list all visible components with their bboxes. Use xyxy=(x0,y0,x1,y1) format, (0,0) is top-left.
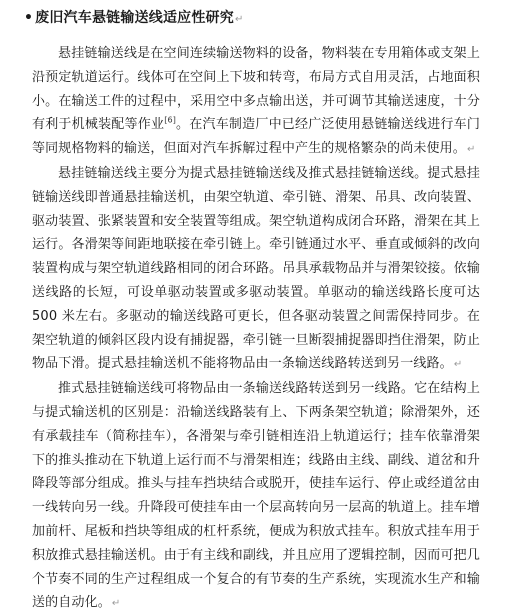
paragraph-2 xyxy=(32,162,480,377)
paragraph-1-text-a: 悬挂链输送线是在空间连续输送物料的设备，物料装在专用箱体或支架上沿预定轨道运行。线体可在空间上下坡和转弯，布局方式自用灵活，占地面积小。在输送工件的过程中，采用空中多点输出送，并可调节其输送速度，十分有利于机械装配等作业 xyxy=(32,46,480,133)
paragraph-1-text-b: 。在汽车制造厂中已经广泛使用悬链输送线进行车门等同规格物料的输送，但面对汽车拆解过程中产生的规格繁杂的尚未使用。 xyxy=(32,117,480,157)
citation-ref: [6] xyxy=(164,116,176,126)
section-title: 废旧汽车悬链输送线适应性研究 xyxy=(35,10,234,26)
paragraph-2-text: 悬挂链输送线主要分为提式悬挂链输送线及推式悬挂链输送线。提式悬挂链输送线即普通悬挂输送机，由架空轨道、牵引链、滑架、吊具、改向装置、驱动装置、张紧装置和安全装置等组成。架空轨道构成闭合环路，滑架在其上运行。各滑架等间距地联接在牵引链上。牵引链通过水平、垂直或倾斜的改向装置构成与架空轨道线路相同的闭合环路。吊具承载物品并与滑架铰接。依输送线路的长短，可设单驱动装置或多驱动装置。单驱动的输送线路长度可达500 米左右。多驱动的输送线路可更长，但各驱动装置之间需保持同步。在架空轨道的倾斜区段内设有捕捉器，牵引链一旦断裂捕捉器即挡住滑架，防止物品下滑。提式悬挂输送机不能将物品由一条输送线路转送到另一线路。 xyxy=(32,165,480,372)
paragraph-1 xyxy=(32,42,480,162)
section-heading xyxy=(24,8,244,30)
bullet-icon: • xyxy=(24,10,34,26)
body-text xyxy=(32,42,480,616)
paragraph-mark-icon: ↵ xyxy=(466,144,476,156)
paragraph-3 xyxy=(32,377,480,616)
paragraph-mark-icon: ↵ xyxy=(111,598,121,610)
paragraph-mark-icon: ↵ xyxy=(453,359,463,371)
paragraph-3-text: 推式悬挂链输送线可将物品由一条输送线路转送到另一线路。它在结构上与提式输送机的区别是：沿输送线路装有上、下两条架空轨道；除滑架外，还有承载挂车（简称挂车），各滑架与牵引链相连沿上轨道运行；挂车依靠滑架下的推头推动在下轨道上运行而不与滑架相连；线路由主线、副线、道岔和升降段等部分组成。推头与挂车挡块结合或脱开，使挂车运行、停止或经道岔由一线转向另一线。升降段可使挂车由一个层高转向另一层高的轨道上。挂车增加前杆、尾板和挡块等组成的杠杆系统，便成为积放式挂车。积放式挂车用于积放推式悬挂输送机。由于有主线和副线，并且应用了逻辑控制，因而可把几个节奏不同的生产过程组成一个复合的有节奏的生产系统，实现流水生产和输送的自动化。 xyxy=(32,381,480,611)
paragraph-mark-icon: ↵ xyxy=(234,14,244,25)
